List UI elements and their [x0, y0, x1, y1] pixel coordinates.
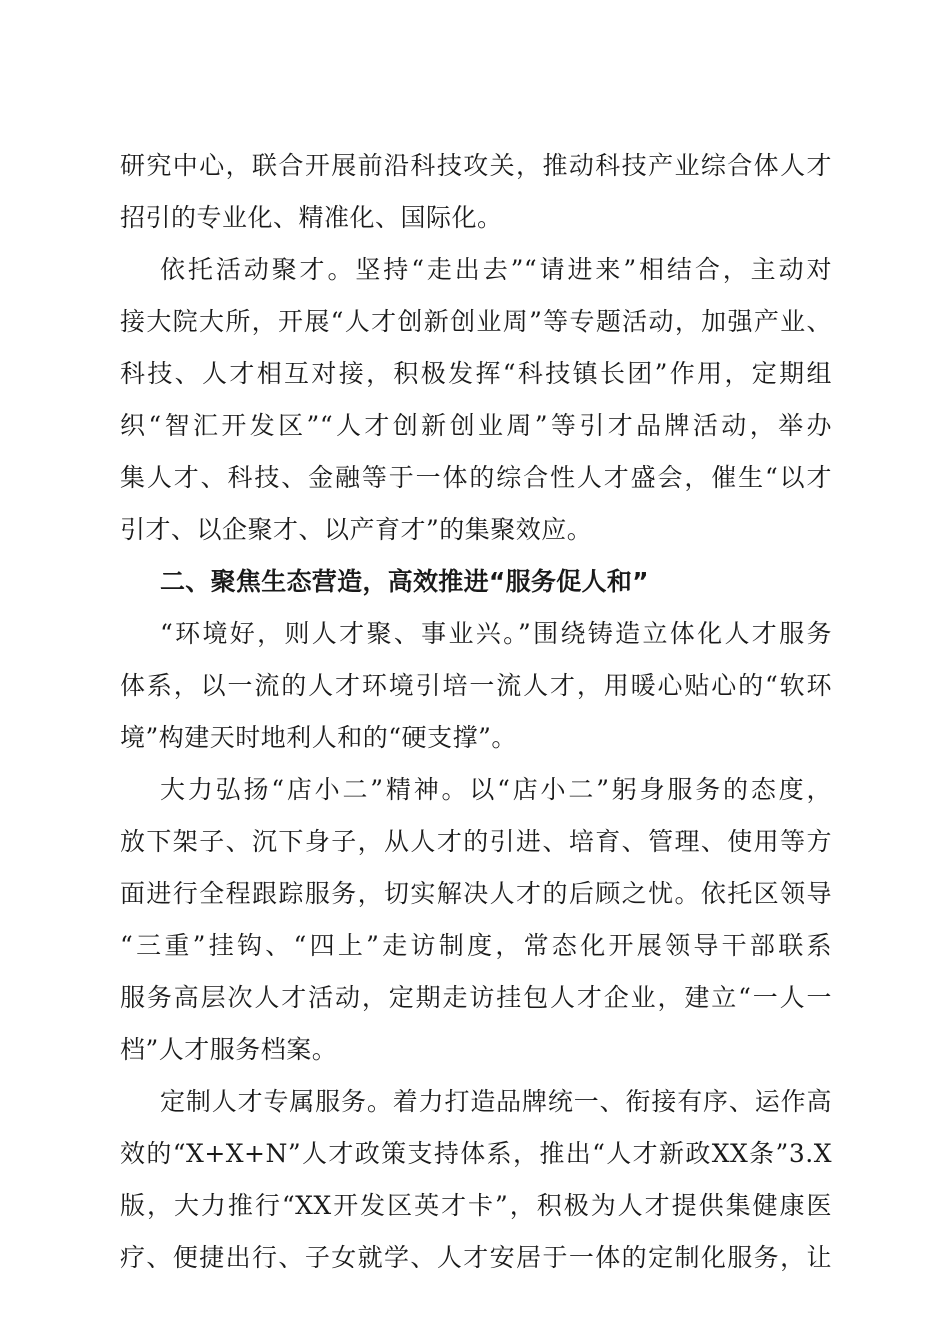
- text-line: 织“智汇开发区”“人才创新创业周”等引才品牌活动，举办: [120, 411, 832, 440]
- text-line: 服务高层次人才活动，定期走访挂包人才企业，建立“一人一: [120, 983, 832, 1012]
- paragraph-start-line: 大力弘扬“店小二”精神。以“店小二”躬身服务的态度，: [160, 775, 832, 804]
- document-body: [120, 140, 832, 1284]
- text-line: 接大院大所，开展“人才创新创业周”等专题活动，加强产业、: [120, 307, 832, 336]
- text-line: 放下架子、沉下身子，从人才的引进、培育、管理、使用等方: [120, 827, 832, 856]
- text-line: 科技、人才相互对接，积极发挥“科技镇长团”作用，定期组: [120, 359, 832, 388]
- text-line: 境”构建天时地利人和的“硬支撑”。: [120, 723, 517, 752]
- text-line: 面进行全程跟踪服务，切实解决人才的后顾之忧。依托区领导: [120, 879, 832, 908]
- text-line: 研究中心，联合开展前沿科技攻关，推动科技产业综合体人才: [120, 151, 832, 180]
- text-line: 招引的专业化、精准化、国际化。: [120, 203, 503, 232]
- text-line: “三重”挂钩、“四上”走访制度，常态化开展领导干部联系: [120, 931, 832, 960]
- text-line: 体系，以一流的人才环境引培一流人才，用暖心贴心的“软环: [120, 671, 832, 700]
- paragraph-start-line: 定制人才专属服务。着力打造品牌统一、衔接有序、运作高: [160, 1087, 832, 1116]
- text-line: 集人才、科技、金融等于一体的综合性人才盛会，催生“以才: [120, 463, 832, 492]
- paragraph-start-line: 依托活动聚才。坚持“走出去”“请进来”相结合，主动对: [160, 255, 832, 284]
- section-heading: 二、聚焦生态营造，高效推进“服务促人和”: [160, 567, 649, 596]
- text-line: 疗、便捷出行、子女就学、人才安居于一体的定制化服务，让: [120, 1243, 832, 1272]
- text-line: 版，大力推行“XX开发区英才卡”，积极为人才提供集健康医: [120, 1191, 832, 1220]
- text-line: 引才、以企聚才、以产育才”的集聚效应。: [120, 515, 593, 544]
- paragraph-start-line: “环境好，则人才聚、事业兴。”围绕铸造立体化人才服务: [160, 619, 832, 648]
- text-line: 档”人才服务档案。: [120, 1035, 338, 1064]
- text-line: 效的“X+X+N”人才政策支持体系，推出“人才新政XX条”3.X: [120, 1139, 832, 1168]
